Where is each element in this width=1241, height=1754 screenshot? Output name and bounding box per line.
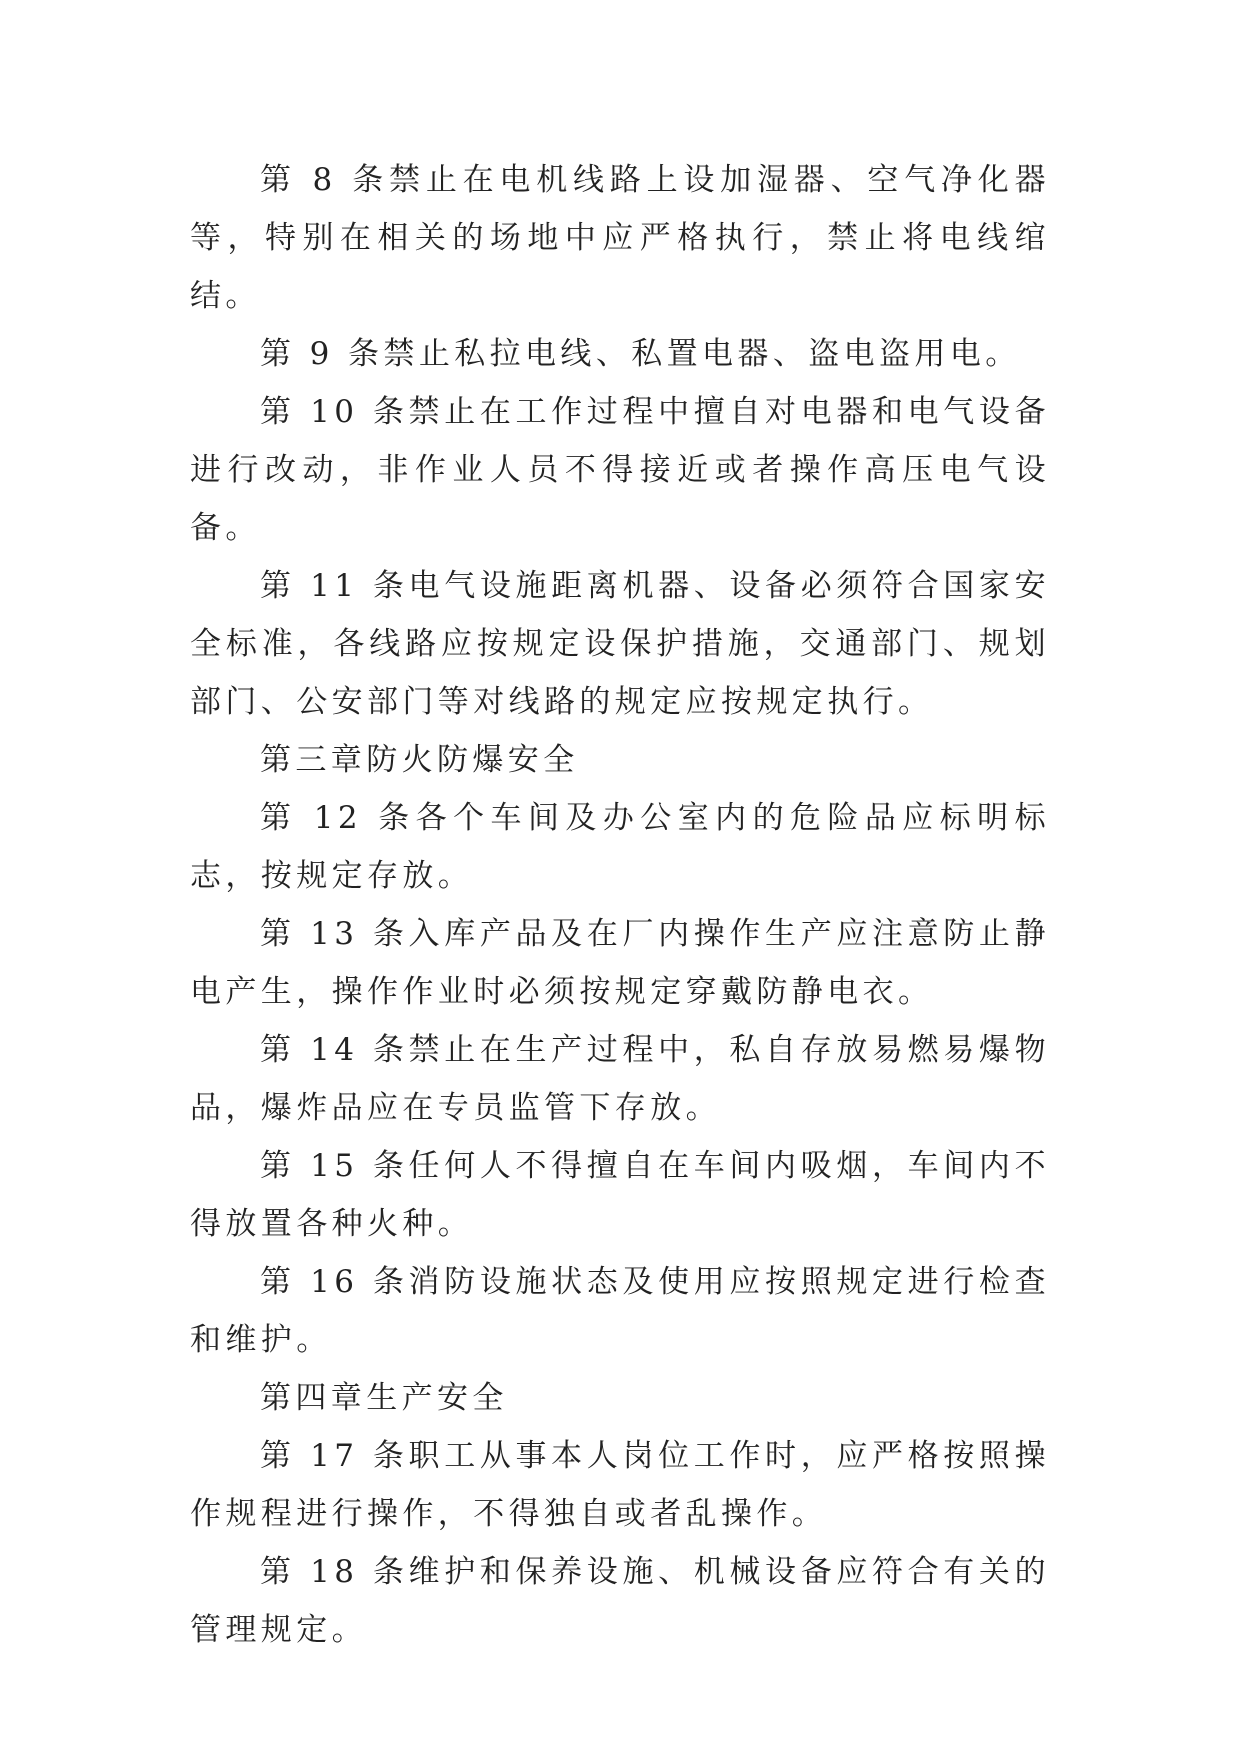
article-17: 第 17 条职工从事本人岗位工作时，应严格按照操作规程进行操作，不得独自或者乱操作。 (190, 1438, 1050, 1532)
chapter-3-heading: 第三章防火防爆安全 (260, 742, 579, 778)
article-10: 第 10 条禁止在工作过程中擅自对电器和电气设备进行改动，非作业人员不得接近或者操作高压电气设备。 (190, 394, 1050, 546)
article-13: 第 13 条入库产品及在厂内操作生产应注意防止静电产生，操作作业时必须按规定穿戴防静电衣。 (190, 916, 1050, 1010)
article-11: 第 11 条电气设施距离机器、设备必须符合国家安全标准，各线路应按规定设保护措施，交通部门、规划部门、公安部门等对线路的规定应按规定执行。 (190, 568, 1050, 720)
article-16: 第 16 条消防设施状态及使用应按照规定进行检查和维护。 (190, 1264, 1050, 1358)
article-12: 第 12 条各个车间及办公室内的危险品应标明标志，按规定存放。 (190, 800, 1050, 894)
article-9: 第 9 条禁止私拉电线、私置电器、盗电盗用电。 (260, 336, 1021, 372)
article-14: 第 14 条禁止在生产过程中，私自存放易燃易爆物品，爆炸品应在专员监管下存放。 (190, 1032, 1050, 1126)
article-8: 第 8 条禁止在电机线路上设加湿器、空气净化器等，特别在相关的场地中应严格执行，禁止将电线绾结。 (190, 162, 1050, 314)
chapter-4-heading: 第四章生产安全 (260, 1380, 508, 1416)
document-body (190, 151, 1050, 1659)
article-15: 第 15 条任何人不得擅自在车间内吸烟，车间内不得放置各种火种。 (190, 1148, 1050, 1242)
article-18: 第 18 条维护和保养设施、机械设备应符合有关的管理规定。 (190, 1554, 1050, 1648)
